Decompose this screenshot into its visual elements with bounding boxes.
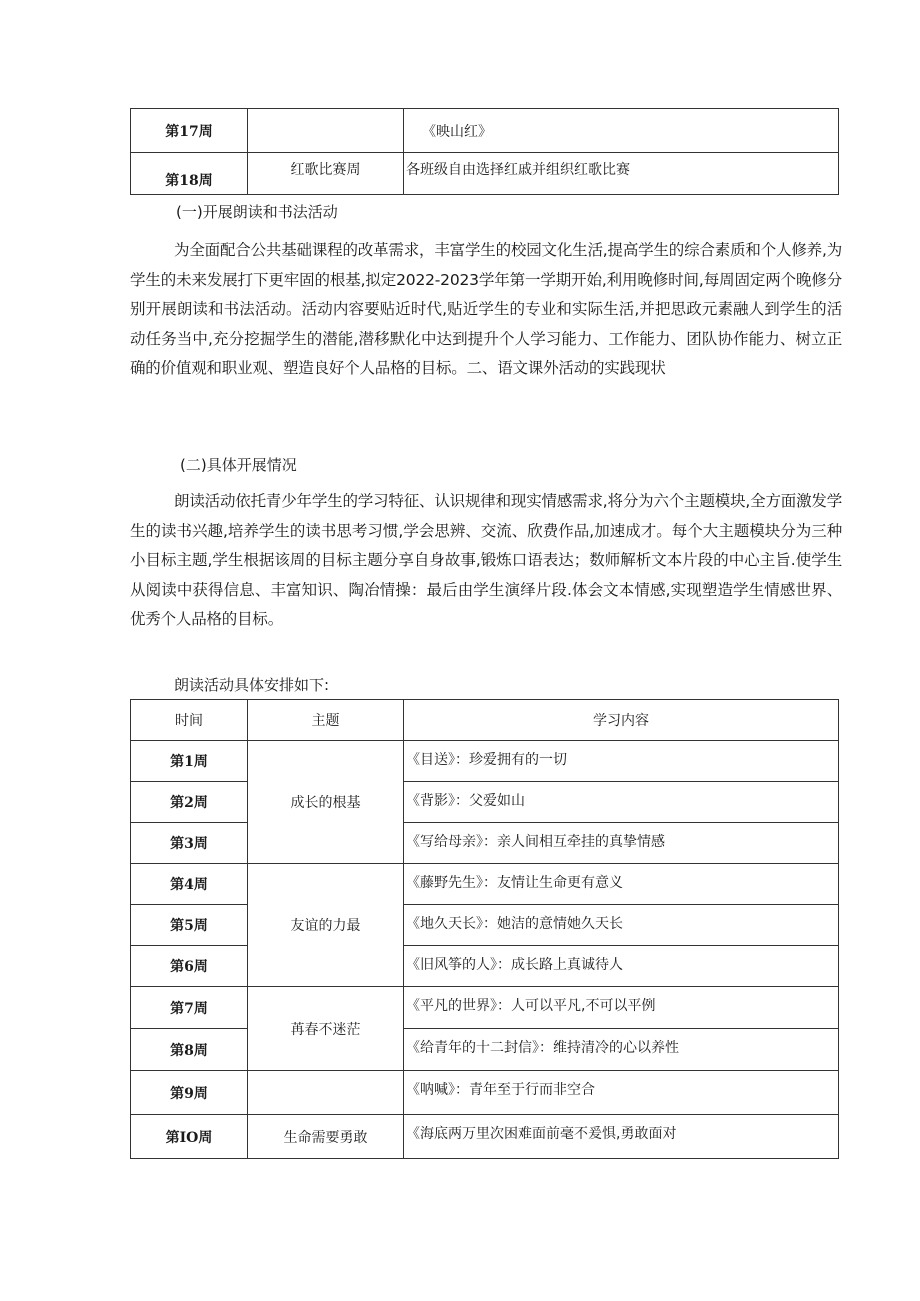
section-heading-implementation: (二)具体开展情况	[180, 456, 297, 474]
header-time: 时间	[131, 700, 248, 741]
week-cell: 第17周	[131, 109, 248, 153]
content-cell: 各班级自由选择红戚并组织红歌比赛	[404, 153, 839, 195]
week-cell: 第IO周	[131, 1115, 248, 1159]
table-row	[131, 1071, 839, 1115]
table-header-row	[131, 700, 839, 741]
section-paragraph: 朗读活动依托青少年学生的学习特征、认识规律和现实情感需求,将分为六个主题模块,全方面激发学生的读书兴趣,培养学生的读书思考习惯,学会思辨、交流、欣费作品,加速成才。每个大主题模块分为三种小目标主题,学生根据该周的目标主题分享自身故事,锻炼口语表达；数师解析文本片段的中心主旨.使学生从阅读中获得信息、丰富知识、陶冶情操：最后由学生演绎片段.体会文本情感,实现塑造学生情感世界、优秀个人品格的目标。	[130, 492, 842, 628]
table-row	[131, 946, 839, 987]
week-cell: 第2周	[131, 782, 248, 823]
week-cell: 第6周	[131, 946, 248, 987]
content-cell: 《背影》：父爱如山	[404, 782, 839, 823]
table-row	[131, 864, 839, 905]
table-row	[131, 153, 839, 195]
theme-cell: 苒春不迷茫	[248, 987, 404, 1071]
week-cell: 第18周	[131, 153, 248, 195]
header-theme: 主题	[248, 700, 404, 741]
content-cell: 《给青年的十二封信》：维持清冷的心以养性	[404, 1029, 839, 1071]
week-cell: 第5周	[131, 905, 248, 946]
theme-cell: 友谊的力最	[248, 864, 404, 987]
table-row	[131, 782, 839, 823]
theme-cell: 红歌比赛周	[248, 153, 404, 195]
table-row	[131, 741, 839, 782]
table-row	[131, 905, 839, 946]
section-heading-reading-calligraphy: (一)开展朗读和书法活动	[176, 203, 338, 221]
week-cell: 第7周	[131, 987, 248, 1029]
content-cell: 《平凡的世界》：人可以平凡,不可以平例	[404, 987, 839, 1029]
content-cell: 《目送》：珍爱拥有的一切	[404, 741, 839, 782]
reading-schedule-table	[130, 699, 839, 1159]
header-content: 学习内容	[404, 700, 839, 741]
content-cell: 《海底两万里次困难面前毫不爰惧,勇敢面对	[404, 1115, 839, 1159]
theme-cell: 生命需要勇敢	[248, 1115, 404, 1159]
week-cell: 第8周	[131, 1029, 248, 1071]
table-row	[131, 109, 839, 153]
table-row	[131, 1115, 839, 1159]
top-schedule-table	[130, 108, 839, 195]
section-paragraph: 为全面配合公共基础课程的改革需求，丰富学生的校园文化生活,提高学生的综合素质和个人修养,为学生的未来发展打下更牢固的根基,拟定2022-2023学年第一学期开始,利用晚修时间,每周固定两个晚修分别开展朗读和书法活动。活动内容要贴近时代,贴近学生的专业和实际生活,并把思政元素融人到学生的活动任务当中,充分挖掘学生的潜能,潜移默化中达到提升个人学习能力、工作能力、团队协作能力、树立正确的价值观和职业观、塑造良好个人品格的目标。二、语文课外活动的实践现状	[130, 241, 842, 377]
week-cell: 第1周	[131, 741, 248, 782]
week-cell: 第9周	[131, 1071, 248, 1115]
theme-cell: 成长的根基	[248, 741, 404, 864]
table-row	[131, 823, 839, 864]
content-cell: 《呐喊》：青年至于行而非空合	[404, 1071, 839, 1115]
content-cell: 《地久天长》：她洁的意情她久天长	[404, 905, 839, 946]
content-cell: 《映山红》	[404, 109, 839, 153]
content-cell: 《写给母亲》：亲人间相互牵挂的真挚情感	[404, 823, 839, 864]
content-cell: 《旧风筝的人》：成长路上真诚待人	[404, 946, 839, 987]
schedule-intro: 朗读活动具体安排如下:	[174, 676, 330, 694]
week-cell: 第4周	[131, 864, 248, 905]
week-cell: 第3周	[131, 823, 248, 864]
theme-cell	[248, 109, 404, 153]
theme-cell	[248, 1071, 404, 1115]
table-row	[131, 987, 839, 1029]
content-cell: 《藤野先生》：友情让生命更有意义	[404, 864, 839, 905]
table-row	[131, 1029, 839, 1071]
